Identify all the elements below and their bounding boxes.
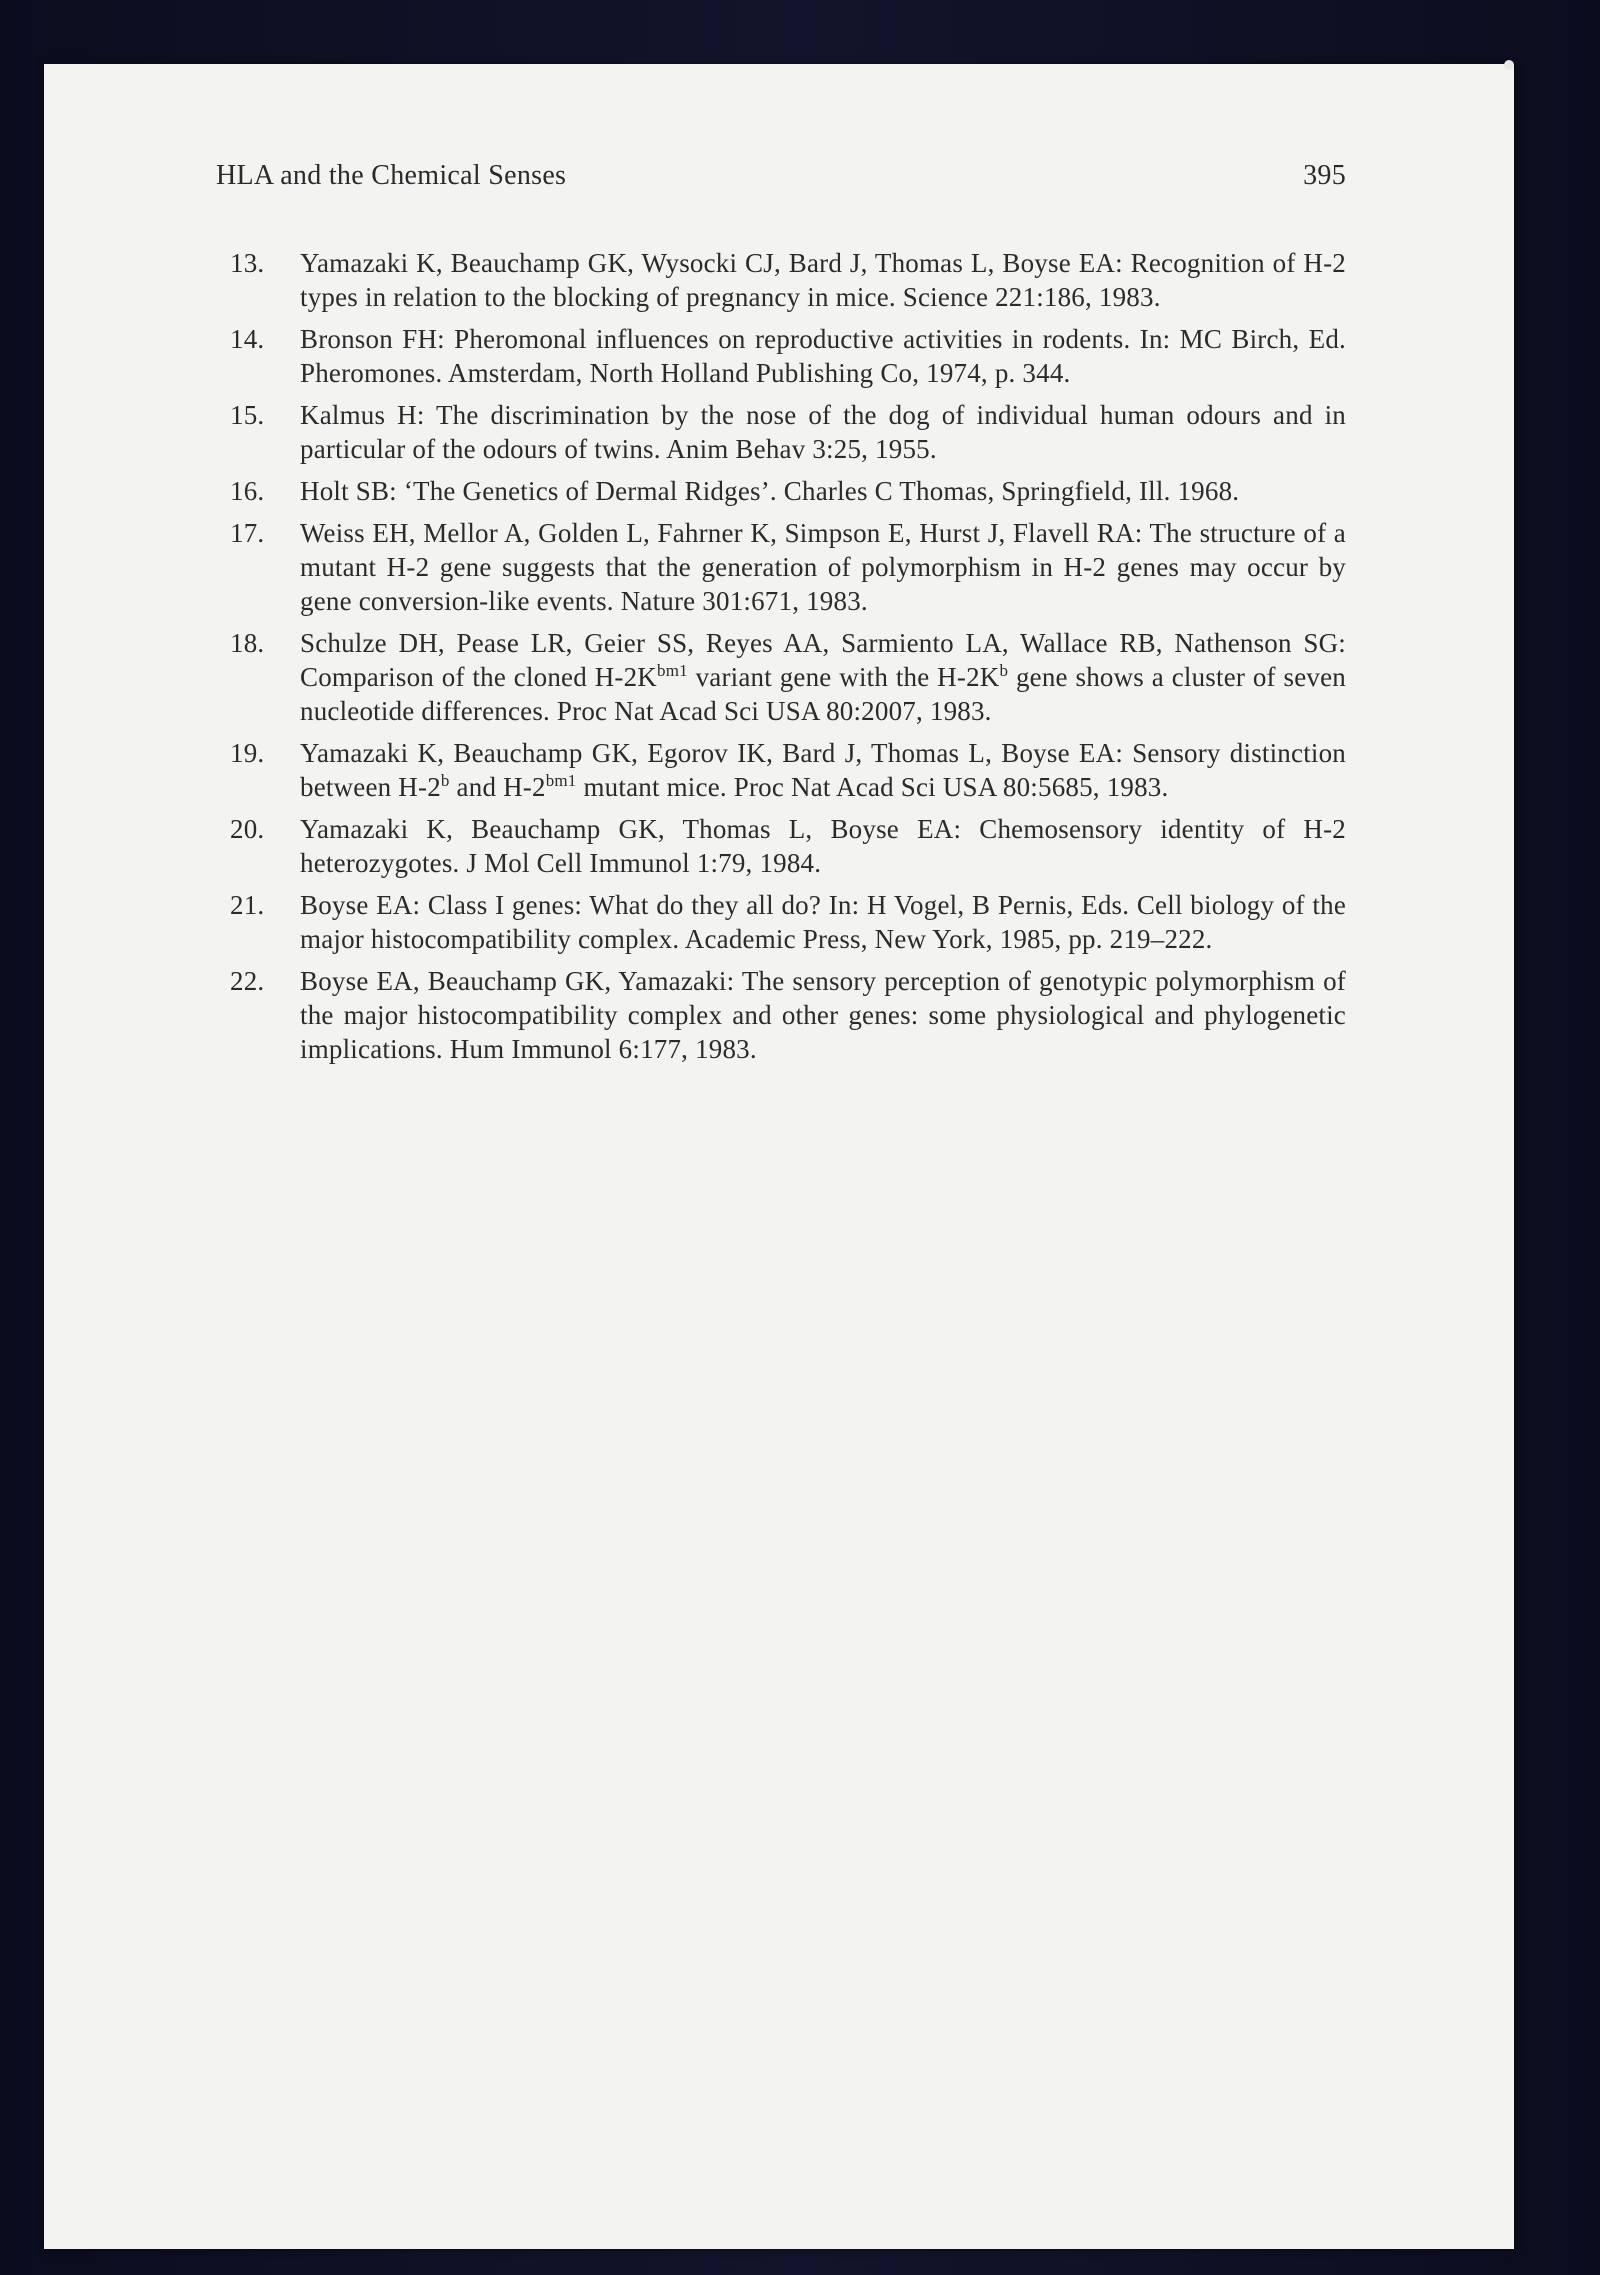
reference-text: Schulze DH, Pease LR, Geier SS, Reyes AA, Sarmiento LA, Wallace RB, Nathenson SG: Comparison of the cloned H-2K [300,628,1346,692]
reference-item [230,322,1346,390]
reference-item [230,398,1346,466]
reference-text: mutant mice. Proc Nat Acad Sci USA 80:5685, 1983. [576,772,1169,802]
running-header [216,160,1346,200]
reference-item [230,736,1346,804]
reference-text: Weiss EH, Mellor A, Golden L, Fahrner K, Simpson E, Hurst J, Flavell RA: The structure of a mutant H-2 gene suggests that the generation of polymorphism in H-2 genes may occur by gene conversion-like events. Nature 301:671, 1983. [300,518,1346,616]
reference-text: Holt SB: ‘The Genetics of Dermal Ridges’. Charles C Thomas, Springfield, Ill. 1968. [300,476,1240,506]
reference-text: Boyse EA: Class I genes: What do they all do? In: H Vogel, B Pernis, Eds. Cell biology of the major histocompatibility complex. Academic Press, New York, 1985, pp. 219–222. [300,890,1346,954]
reference-text: Yamazaki K, Beauchamp GK, Thomas L, Boyse EA: Chemosensory identity of H-2 heterozygotes. J Mol Cell Immunol 1:79, 1984. [300,814,1346,878]
reference-list [230,246,1346,1074]
superscript: bm1 [657,661,688,680]
reference-item [230,516,1346,618]
reference-number: 19. [230,738,265,768]
page-corner-mark [1504,60,1514,70]
reference-text: gene shows a cluster of seven nucleotide differences. Proc Nat Acad Sci USA 80:2007, 1983. [300,662,1346,726]
reference-number: 13. [230,248,265,278]
reference-item [230,626,1346,728]
reference-item [230,812,1346,880]
page-number: 395 [1303,160,1346,191]
reference-number: 14. [230,324,265,354]
superscript: b [999,661,1009,680]
reference-item [230,964,1346,1066]
reference-number: 21. [230,890,265,920]
superscript: b [440,771,450,790]
margin-mark [49,594,55,601]
reference-item [230,888,1346,956]
reference-item [230,246,1346,314]
margin-mark [50,1648,54,1652]
reference-number: 17. [230,518,265,548]
margin-mark [48,490,54,497]
reference-text: Bronson FH: Pheromonal influences on reproductive activities in rodents. In: MC Birch, Ed. Pheromones. Amsterdam, North Holland Publishing Co, 1974, p. 344. [300,324,1346,388]
reference-number: 16. [230,476,265,506]
reference-number: 15. [230,400,265,430]
reference-number: 20. [230,814,265,844]
superscript: bm1 [545,771,577,790]
reference-text: Yamazaki K, Beauchamp GK, Wysocki CJ, Bard J, Thomas L, Boyse EA: Recognition of H-2 types in relation to the blocking of pregnancy in mice. Science 221:186, 1983. [300,248,1346,312]
reference-text: Boyse EA, Beauchamp GK, Yamazaki: The sensory perception of genotypic polymorphism of the major histocompatibility complex and other genes: some physiological and phylogenetic implications. Hum Immunol 6:177, 1983. [300,966,1346,1064]
margin-mark [48,1543,54,1550]
reference-text: variant gene with the H-2K [687,662,1000,692]
reference-text: Kalmus H: The discrimination by the nose of the dog of individual human odours and in particular of the odours of twins. Anim Behav 3:25, 1955. [300,400,1346,464]
running-title: HLA and the Chemical Senses [216,160,567,191]
reference-number: 22. [230,966,265,996]
reference-text: Yamazaki K, Beauchamp GK, Egorov IK, Bard J, Thomas L, Boyse EA: Sensory distinction between H-2 [300,738,1346,802]
reference-text: and H-2 [449,772,546,802]
reference-item [230,474,1346,508]
reference-number: 18. [230,628,265,658]
